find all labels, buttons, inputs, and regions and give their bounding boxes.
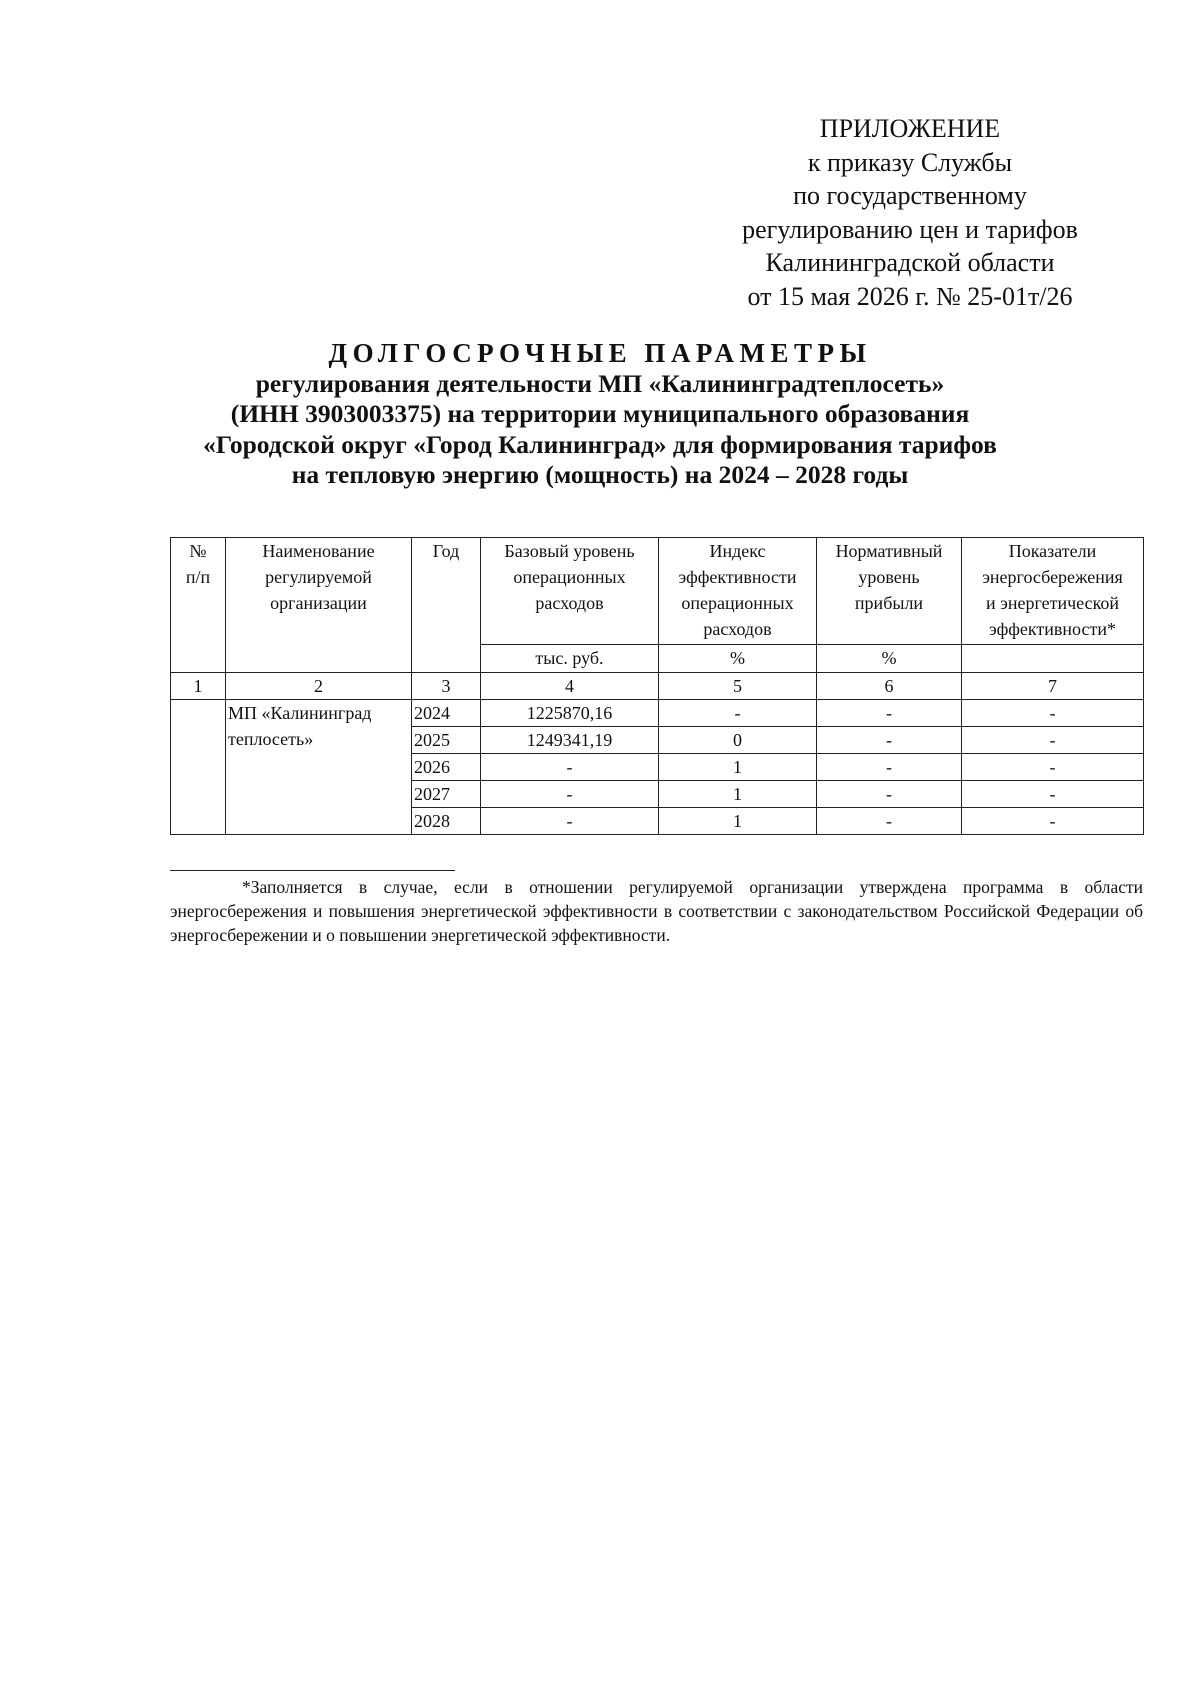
organization-cell: МП «Калининград теплосеть» [226, 700, 412, 835]
base-level-cell: - [481, 808, 659, 835]
title-line: на тепловую энергию (мощность) на 2024 – 2028 годы [291, 460, 909, 489]
year-cell: 2025 [412, 727, 481, 754]
base-level-cell: 1225870,16 [481, 700, 659, 727]
year-cell: 2026 [412, 754, 481, 781]
energy-indicators-cell: - [962, 808, 1144, 835]
profit-level-cell: - [817, 700, 962, 727]
header-cell: Индекс эффективности операционных расходов [659, 538, 817, 645]
efficiency-index-cell: 1 [659, 808, 817, 835]
efficiency-index-cell: - [659, 700, 817, 727]
appendix-line: ПРИЛОЖЕНИЕ [819, 114, 1001, 143]
appendix-line: от 15 мая 2026 г. № 25-01т/26 [747, 281, 1073, 311]
appendix-line: по государственному [793, 181, 1027, 210]
profit-level-cell: - [817, 754, 962, 781]
efficiency-index-cell: 1 [659, 754, 817, 781]
year-cell: 2024 [412, 700, 481, 727]
column-number-cell: 4 [481, 673, 659, 700]
table-header-row [171, 538, 1144, 645]
appendix-line: к приказу Службы [807, 147, 1013, 177]
title-line: (ИНН 3903003375) на территории муниципального образования [230, 399, 970, 428]
title-heading: ДОЛГОСРОЧНЫЕ ПАРАМЕТРЫ [328, 338, 872, 368]
base-level-cell: - [481, 781, 659, 808]
energy-indicators-cell: - [962, 700, 1144, 727]
table-row [171, 700, 1144, 727]
unit-cell: % [817, 645, 962, 673]
table-column-numbers-row [171, 673, 1144, 700]
efficiency-index-cell: 1 [659, 781, 817, 808]
unit-cell [962, 645, 1144, 673]
base-level-cell: - [481, 754, 659, 781]
base-level-cell: 1249341,19 [481, 727, 659, 754]
document-title [0, 338, 1200, 491]
column-number-cell: 6 [817, 673, 962, 700]
appendix-line: регулированию цен и тарифов [742, 214, 1078, 244]
title-line: регулирования деятельности МП «Калининградтеплосеть» [255, 368, 945, 398]
header-cell: Показатели энергосбережения и энергетической эффективности* [962, 538, 1144, 645]
column-number-cell: 5 [659, 673, 817, 700]
unit-cell: % [659, 645, 817, 673]
energy-indicators-cell: - [962, 727, 1144, 754]
column-number-cell: 3 [412, 673, 481, 700]
footnote-text: *Заполняется в случае, если в отношении регулируемой организации утверждена программа в области энергосбережения и повышения энергетической эффективности в соответствии с законодательством Российской Федерации об энергосбережении и о повышении энергетической эффективности. [170, 877, 1143, 945]
footnote-divider [170, 870, 455, 871]
profit-level-cell: - [817, 781, 962, 808]
profit-level-cell: - [817, 808, 962, 835]
efficiency-index-cell: 0 [659, 727, 817, 754]
column-number-cell: 7 [962, 673, 1144, 700]
column-number-cell: 2 [226, 673, 412, 700]
energy-indicators-cell: - [962, 781, 1144, 808]
title-line: «Городской округ «Город Калининград» для формирования тарифов [203, 429, 997, 459]
header-cell: Нормативный уровень прибыли [817, 538, 962, 645]
footnote [170, 875, 1143, 947]
header-cell: Наименование регулируемой организации [226, 538, 412, 673]
header-cell: № п/п [171, 538, 226, 673]
unit-cell: тыс. руб. [481, 645, 659, 673]
header-cell: Базовый уровень операционных расходов [481, 538, 659, 645]
header-cell: Год [412, 538, 481, 673]
column-number-cell: 1 [171, 673, 226, 700]
appendix-block [700, 112, 1120, 313]
year-cell: 2028 [412, 808, 481, 835]
year-cell: 2027 [412, 781, 481, 808]
energy-indicators-cell: - [962, 754, 1144, 781]
appendix-line: Калининградской области [765, 248, 1055, 277]
profit-level-cell: - [817, 727, 962, 754]
parameters-table [170, 537, 1144, 835]
row-number-cell [171, 700, 226, 835]
